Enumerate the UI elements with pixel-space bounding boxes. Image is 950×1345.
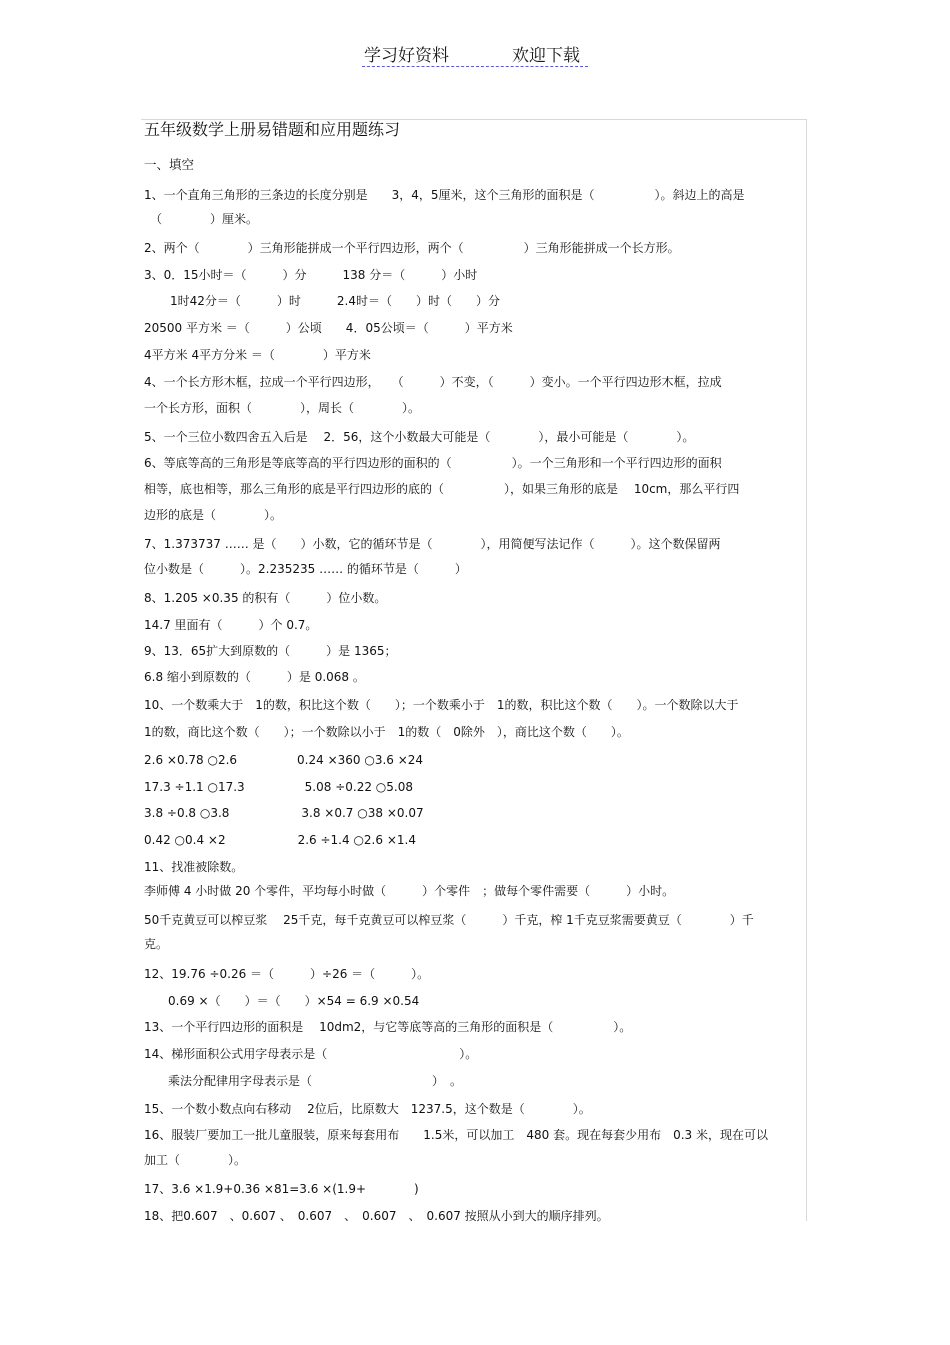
question-line: 12、19.76 ÷0.26 ＝（ ）÷26 ＝（ ）。	[144, 967, 430, 981]
question-line: 17、3.6 ×1.9+0.36 ×81=3.6 ×(1.9+ )	[144, 1182, 419, 1196]
question-line: 14、梯形面积公式用字母表示是（ ）。	[144, 1047, 478, 1061]
question-line: 一个长方形，面积（ ），周长（ ）。	[144, 401, 421, 415]
question-line: 相等，底也相等，那么三角形的底是平行四边形的底的（ ），如果三角形的底是 10cm，那么平行四	[144, 482, 740, 496]
question-line: 18、把0.607 、0.607 、 0.607 、 0.607 、 0.607 按照从小到大的顺序排列。	[144, 1209, 609, 1223]
question-line: 李师傅 4 小时做 20 个零件，平均每小时做（ ）个零件 ；做每个零件需要（ ）小时。	[144, 884, 675, 898]
question-line: 2、两个（ ）三角形能拼成一个平行四边形，两个（ ）三角形能拼成一个长方形。	[144, 241, 680, 255]
question-line: 10、一个数乘大于 1的数，积比这个数（ ）；一个数乘小于 1的数，积比这个数（ ）。一个数除以大于	[144, 698, 739, 712]
page-header	[362, 40, 588, 67]
question-line: 16、服装厂要加工一批儿童服装，原来每套用布 1.5米，可以加工 480 套。现在每套少用布 0.3 米，现在可以	[144, 1128, 768, 1142]
document-title: 五年级数学上册易错题和应用题练习	[144, 120, 401, 139]
question-line: 6.8 缩小到原数的（ ）是 0.068 。	[144, 670, 365, 684]
question-line: 50千克黄豆可以榨豆浆 25千克，每千克黄豆可以榨豆浆（ ）千克，榨 1千克豆浆需要黄豆（ ）千	[144, 913, 754, 927]
question-line: 6、等底等高的三角形是等底等高的平行四边形的面积的（ ）。一个三角形和一个平行四边形的面积	[144, 456, 722, 470]
question-line: 4、一个长方形木框，拉成一个平行四边形， （ ）不变，（ ）变小。一个平行四边形木框，拉成	[144, 375, 722, 389]
question-line: 15、一个数小数点向右移动 2位后，比原数大 1237.5，这个数是（ ）。	[144, 1102, 591, 1116]
question-line: 0.69 ×（ ）＝（ ）×54 = 6.9 ×0.54	[144, 994, 420, 1008]
question-line: （ ）厘米。	[150, 212, 259, 226]
question-line: 加工（ ）。	[144, 1153, 247, 1167]
question-line: 3.8 ÷0.8 ○3.8 3.8 ×0.7 ○38 ×0.07	[144, 806, 424, 820]
question-line: 1时42分＝（ ）时 2.4时＝（ ）时（ ）分	[158, 294, 500, 308]
question-line: 11、找准被除数。	[144, 860, 244, 874]
question-line: 14.7 里面有（ ）个 0.7。	[144, 618, 318, 632]
question-line: 位小数是（ ）。2.235235 …… 的循环节是（ ）	[144, 562, 467, 576]
question-line: 5、一个三位小数四舍五入后是 2．56，这个小数最大可能是（ ），最小可能是（ ）。	[144, 430, 695, 444]
question-line: 0.42 ○0.4 ×2 2.6 ÷1.4 ○2.6 ×1.4	[144, 833, 416, 847]
question-line: 克。	[144, 937, 169, 951]
header-right-text: 欢迎下载	[512, 46, 580, 66]
question-line: 8、1.205 ×0.35 的积有（ ）位小数。	[144, 591, 387, 605]
section-heading: 一、填空	[144, 157, 195, 172]
question-line: 1的数，商比这个数（ ）；一个数除以小于 1的数（ 0除外 ），商比这个数（ ）。	[144, 725, 629, 739]
question-line: 7、1.373737 …… 是（ ）小数，它的循环节是（ ），用简便写法记作（ ）。这个数保留两	[144, 537, 721, 551]
header-left-text: 学习好资料	[364, 46, 449, 66]
question-line: 乘法分配律用字母表示是（ ） 。	[144, 1074, 463, 1088]
question-line: 9、13．65扩大到原数的（ ）是 1365；	[144, 644, 397, 658]
question-line: 2.6 ×0.78 ○2.6 0.24 ×360 ○3.6 ×24	[144, 753, 424, 767]
question-line: 边形的底是（ ）。	[144, 508, 283, 522]
question-line: 3、0．15小时＝（ ）分 138 分＝（ ）小时	[144, 268, 478, 282]
question-line: 4平方米 4平方分米 ＝（ ）平方米	[144, 348, 371, 362]
question-line: 1、一个直角三角形的三条边的长度分别是 3，4，5厘米，这个三角形的面积是（ ）。斜边上的高是	[144, 188, 745, 202]
question-line: 17.3 ÷1.1 ○17.3 5.08 ÷0.22 ○5.08	[144, 780, 413, 794]
question-line: 20500 平方米 ＝（ ）公顷 4．05公顷＝（ ）平方米	[144, 321, 513, 335]
question-line: 13、一个平行四边形的面积是 10dm2，与它等底等高的三角形的面积是（ ）。	[144, 1020, 632, 1034]
